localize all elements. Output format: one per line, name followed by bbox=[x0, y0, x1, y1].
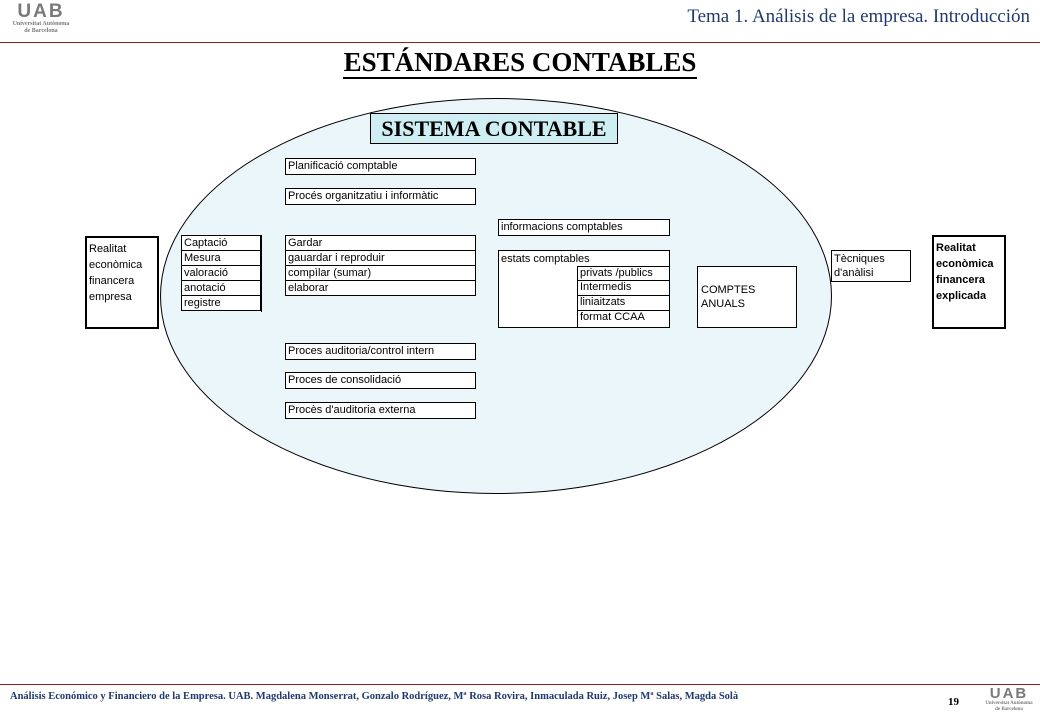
consolidacio-box: Proces de consolidació bbox=[285, 372, 476, 389]
capture-item: valoració bbox=[181, 265, 261, 281]
sistema-contable-label: SISTEMA CONTABLE bbox=[370, 113, 618, 144]
realitat-left-line: financera bbox=[89, 275, 135, 287]
comptes-line: COMPTES bbox=[701, 284, 756, 296]
logo-sub2: de Barcelona bbox=[24, 28, 58, 34]
middle-item: Gardar bbox=[285, 235, 476, 251]
realitat-left-line: empresa bbox=[89, 291, 132, 303]
logo-text: UAB bbox=[989, 685, 1029, 702]
realitat-right-line: Realitat bbox=[936, 242, 976, 254]
informacions-comptables-box: informacions comptables bbox=[498, 219, 670, 236]
estats-sub-item: format CCAA bbox=[577, 311, 670, 327]
realitat-right-line: explicada bbox=[936, 290, 987, 302]
tecniques-line: d'anàlisi bbox=[834, 267, 874, 279]
uab-logo-bottom bbox=[984, 686, 1034, 718]
estats-comptables-box bbox=[498, 250, 670, 328]
realitat-right-line: financera bbox=[936, 274, 985, 286]
auditoria-interna-box: Proces auditoria/control intern bbox=[285, 343, 476, 360]
middle-item: compìlar (sumar) bbox=[285, 265, 476, 281]
page-title-text: ESTÁNDARES CONTABLES bbox=[343, 47, 697, 77]
uab-logo-top bbox=[10, 2, 72, 36]
capture-item: Captació bbox=[181, 235, 261, 251]
header-divider bbox=[0, 42, 1040, 43]
header-title: Tema 1. Análisis de la empresa. Introducción bbox=[687, 6, 1030, 27]
logo-sub1: Universitat Autònoma bbox=[12, 21, 70, 27]
realitat-left-box bbox=[85, 236, 159, 329]
logo-text: UAB bbox=[17, 1, 65, 22]
planificacio-box: Planificació comptable bbox=[285, 158, 476, 175]
page-title bbox=[0, 47, 1040, 78]
proces-organitzatiu-box: Procés organitzatiu i informàtic bbox=[285, 188, 476, 205]
estats-sub-item: privats /publics bbox=[577, 266, 670, 281]
tecniques-line: Tècniques bbox=[834, 253, 885, 265]
realitat-left-line: econòmica bbox=[89, 259, 143, 271]
middle-item: gauardar i reproduir bbox=[285, 250, 476, 266]
capture-item: anotació bbox=[181, 280, 261, 296]
realitat-left-line: Realitat bbox=[89, 243, 127, 255]
footer-divider bbox=[0, 684, 1040, 685]
auditoria-externa-box: Procès d'auditoria externa bbox=[285, 402, 476, 419]
capture-column bbox=[181, 235, 262, 312]
capture-item: Mesura bbox=[181, 250, 261, 266]
comptes-line: ANUALS bbox=[701, 298, 746, 310]
estats-comptables-label: estats comptables bbox=[501, 253, 590, 265]
logo-sub1: Universitat Autònoma bbox=[985, 701, 1033, 706]
footer-credits: Análisis Económico y Financiero de la Empresa. UAB. Magdalena Monserrat, Gonzalo Rodríguez, Mª Rosa Rovira, Inmaculada Ruiz, Josep Mª Salas, Magda Solà bbox=[10, 691, 739, 702]
logo-sub2: de Barcelona bbox=[995, 707, 1023, 712]
realitat-right-line: econòmica bbox=[936, 258, 994, 270]
middle-item: elaborar bbox=[285, 280, 476, 296]
tecniques-analisi-box bbox=[831, 250, 911, 282]
realitat-right-box bbox=[932, 235, 1006, 329]
estats-sub-item: Intermedis bbox=[577, 281, 670, 296]
capture-item: registre bbox=[181, 295, 261, 311]
estats-sub-item: liniaitzats bbox=[577, 296, 670, 311]
comptes-anuals-box bbox=[697, 266, 797, 328]
page-number: 19 bbox=[948, 696, 959, 708]
